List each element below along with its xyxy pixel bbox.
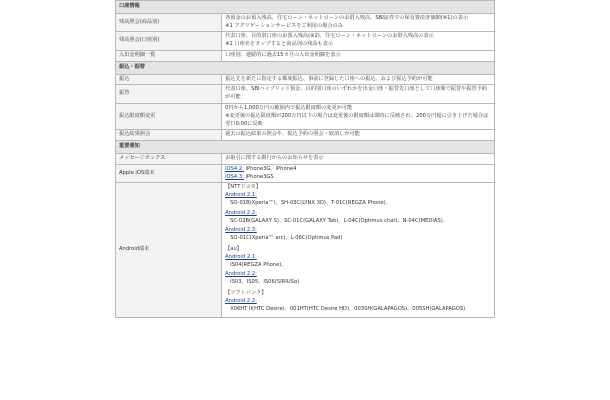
carrier-name: 【ソフトバンク】 [225,289,267,296]
device-list: SO-01C(Xperia™ arc)、L-06C(Optimus Pad) [230,235,343,242]
row-value: 代表口座、SBIハイブリッド預金、目的別口座のいずれかを出金口座・振替先口座として口座間で振替や振替予約が可能 [222,85,495,104]
table-row [116,103,495,129]
row-value: お取引に関する銀行からのお知らせを表示 [222,153,495,164]
os-version: iOS4.2: [225,165,244,172]
table-row [116,74,495,85]
row-label: Apple iOS端末 [116,164,222,183]
row-note: ※2 口座名をタップすると商品別の残高も表示 [225,41,333,48]
row-value [222,164,495,183]
os-version: Android 2.1: [225,253,257,260]
carrier-name: 【NTTドコモ】 [225,184,261,191]
section-title: 口座情報 [116,1,495,14]
table-row [116,85,495,104]
device-list: iPhone3G、iPhone4 [245,165,297,172]
section-title: 振込・振替 [116,61,495,74]
row-label: メッセージボックス [116,153,222,164]
device-list: iPhone3GS [245,173,274,180]
section-header-notice [116,141,495,154]
row-label: 振込結果照会 [116,130,222,141]
section-header-account [116,1,495,14]
carrier-block [225,290,491,313]
carrier-block [225,246,491,287]
os-version: Android 2.2: [225,271,257,278]
table-row [116,32,495,51]
section-header-transfer [116,61,495,74]
row-text: 0円から1,000万円の範囲内で振込限度額の変更が可能 [225,104,353,111]
table-row [116,153,495,164]
row-value [222,183,495,318]
spec-table [115,0,495,318]
row-value [222,32,495,51]
row-text: 各預金のお預入残高、住宅ローン・ネットローンのお借入残高、SBI証券での保有資産評価額(※1)の表示 [225,14,469,21]
table-row [116,13,495,32]
section-title: 重要通知 [116,141,495,154]
spec-table-frame [115,0,495,400]
device-list: X06HT II(HTC Desire)、001HT(HTC Desire HD)、003SH(GALAPAGOS)、005SH(GALAPAGOS) [230,305,466,312]
row-text: 代表口座、目的別口座のお預入残高(※2)、住宅ローン・ネットローンのお借入残高の表示 [225,33,434,40]
row-note: ※1 アグリゲーションサービスをご利用の場合のみ [225,22,343,29]
os-version: Android 2.2: [225,297,257,304]
os-version: Android 2.3: [225,227,257,234]
table-row [116,130,495,141]
table-row [116,164,495,183]
ios-version-line [225,166,491,174]
row-label: 残高照会(商品別) [116,13,222,32]
table-row [116,50,495,61]
row-value: 過去の振込結果の照会や、振込予約の照会・取消しが可能 [222,130,495,141]
device-list: SO-01B(Xperia™)、SH-03C(LYNX 3D)、T-01C(REGZA Phone)、 [230,199,391,206]
device-list: SC-02B(GALAXY S)、SC-01C(GALAXY Tab)、L-04C(Optimus chat)、N-04C(MEDIAS)、 [230,217,448,224]
row-label: 振込 [116,74,222,85]
row-label: 振替 [116,85,222,104]
device-list: IS03、IS05、IS06(SIRIUSα) [230,279,300,286]
ios-version-line [225,174,491,182]
row-value [222,13,495,32]
row-value: 振込先を新たに指定する都度振込、事前に登録した口座への振込、および振込予約が可能 [222,74,495,85]
row-label: 振込限度額変更 [116,103,222,129]
os-version: iOS4.3: [225,173,244,180]
row-value [222,103,495,129]
os-version: Android 2.1: [225,192,257,199]
os-version: Android 2.2: [225,209,257,216]
device-list: IS04(REGZA Phone)、 [230,261,287,268]
row-value: 口座別、連続的に過去15カ月の入出金明細を表示 [222,50,495,61]
carrier-block [225,184,491,243]
row-label: 入出金明細一覧 [116,50,222,61]
row-note: ※変更後の振込限度額が200万円以下の場合は変更後の限度額は即時に反映され、200万円超に引き上げた場合は翌日0:00に反映 [225,112,489,127]
row-label: 残高照会(口座別) [116,32,222,51]
row-label: Android端末 [116,183,222,318]
carrier-name: 【au】 [225,245,242,252]
table-row [116,183,495,318]
